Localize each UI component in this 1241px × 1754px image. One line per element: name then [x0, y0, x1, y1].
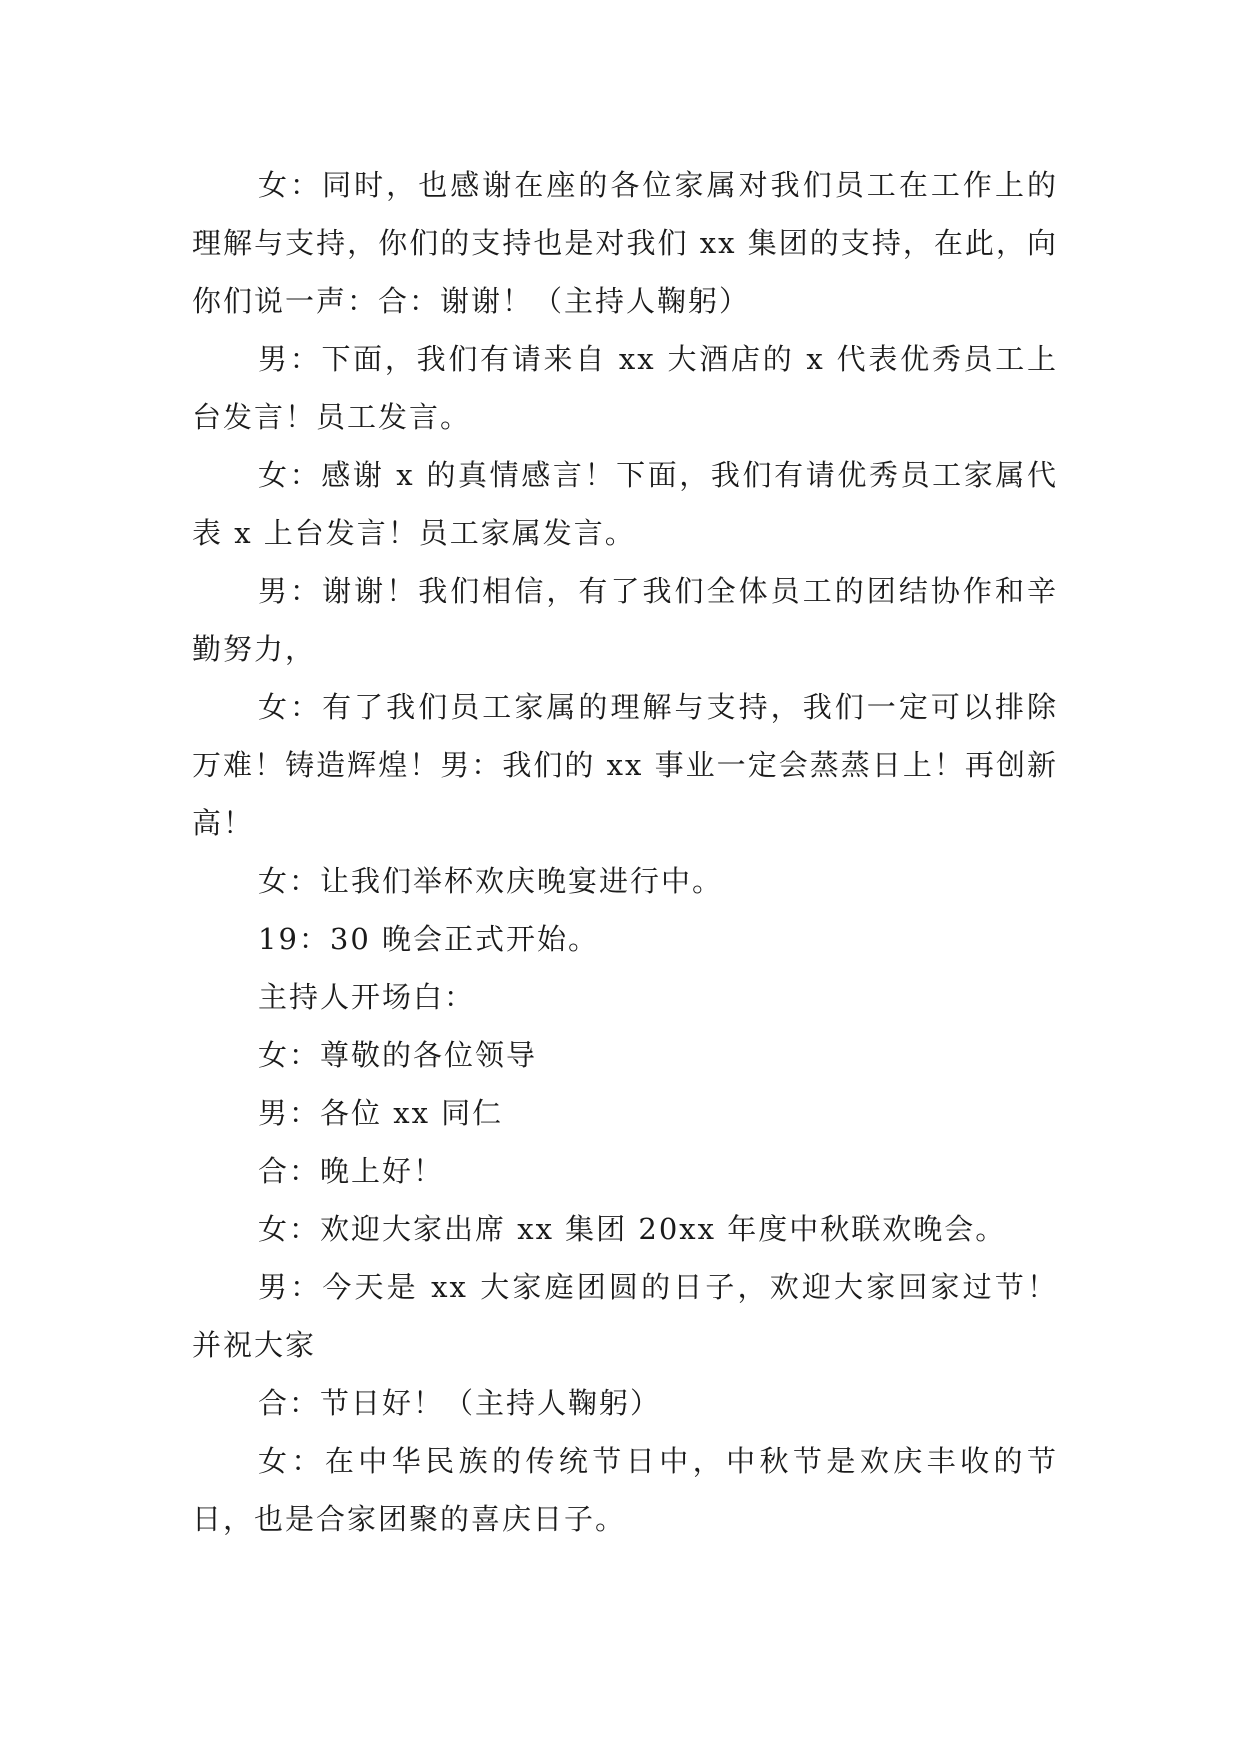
paragraph: 女：尊敬的各位领导 [258, 1038, 538, 1072]
paragraph: 女：同时，也感谢在座的各位家属对我们员工在工作上的理解与支持，你们的支持也是对我们 xx 集团的支持，在此，向你们说一声：合：谢谢！（主持人鞠躬） [192, 168, 1058, 318]
paragraph: 19：30 晚会正式开始。 [258, 922, 600, 956]
paragraph: 女：有了我们员工家属的理解与支持，我们一定可以排除万难！铸造辉煌！男：我们的 xx 事业一定会蒸蒸日上！再创新高！ [192, 690, 1058, 840]
paragraph: 合：晚上好！ [258, 1154, 445, 1188]
paragraph: 合：节日好！（主持人鞠躬） [258, 1386, 662, 1420]
document-body [192, 156, 1058, 1548]
paragraph: 女：在中华民族的传统节日中，中秋节是欢庆丰收的节日，也是合家团聚的喜庆日子。 [192, 1444, 1058, 1536]
paragraph: 男：各位 xx 同仁 [258, 1096, 504, 1130]
paragraph: 女：欢迎大家出席 xx 集团 20xx 年度中秋联欢晚会。 [258, 1212, 1007, 1246]
paragraph: 男：谢谢！我们相信，有了我们全体员工的团结协作和辛勤努力， [192, 574, 1058, 666]
paragraph: 女：感谢 x 的真情感言！下面，我们有请优秀员工家属代表 x 上台发言！员工家属发言。 [192, 458, 1058, 550]
paragraph: 男：今天是 xx 大家庭团圆的日子，欢迎大家回家过节！并祝大家 [192, 1270, 1058, 1362]
paragraph: 女：让我们举杯欢庆晚宴进行中。 [258, 864, 724, 898]
paragraph: 主持人开场白： [258, 980, 476, 1014]
paragraph: 男：下面，我们有请来自 xx 大酒店的 x 代表优秀员工上台发言！员工发言。 [192, 342, 1058, 434]
